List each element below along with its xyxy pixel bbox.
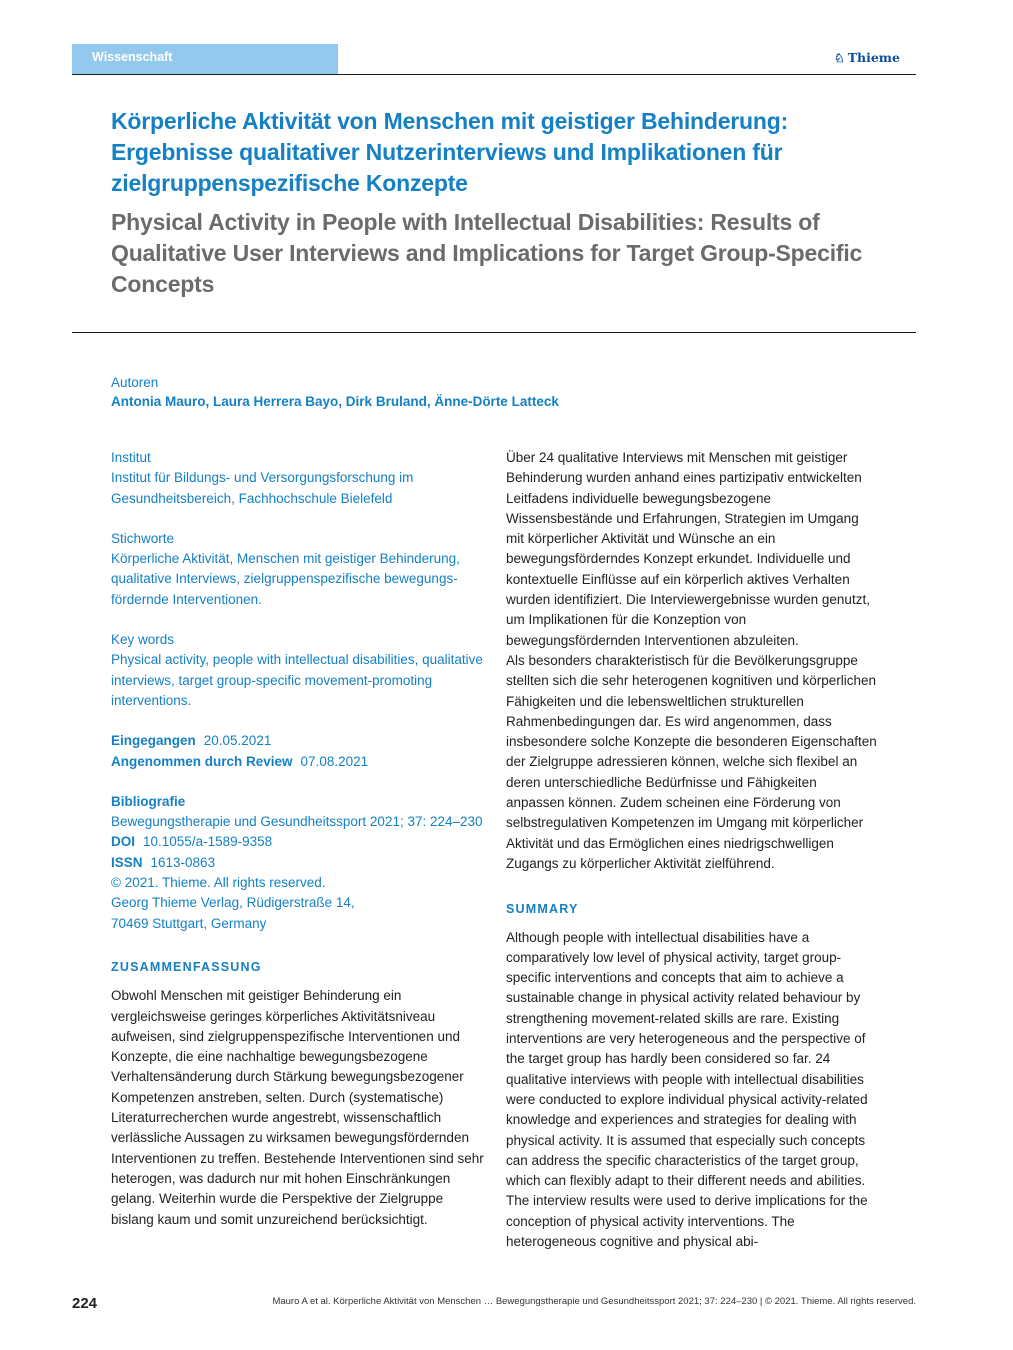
- keywords-text: Physical activity, people with intellectual disabilities, qualitative interviews, target group-specific movement-promoting interventions.: [111, 652, 483, 708]
- summary-heading: SUMMARY: [506, 902, 579, 917]
- address-line-1: Georg Thieme Verlag, Rüdigerstraße 14,: [111, 895, 355, 911]
- footer-citation: Mauro A et al. Körperliche Aktivität von Menschen … Bewegungstherapie und Gesundheitssport 2021; 37: 224–230 | © 2021. Thieme. All rights reserved.: [272, 1296, 916, 1307]
- keywords-label: Key words: [111, 632, 175, 648]
- institut-text: Institut für Bildungs- und Versorgungsforschung im Gesundheitsbereich, Fachhochschule Bielefeld: [111, 470, 414, 506]
- accepted-date: [111, 752, 486, 772]
- header-rule: [72, 74, 916, 75]
- address-line-2: 70469 Stuttgart, Germany: [111, 915, 267, 931]
- metadata-column: [111, 448, 486, 1230]
- stichworte-label: Stichworte: [111, 530, 175, 546]
- accepted-label: Angenommen durch Review: [111, 753, 293, 769]
- abstract-paragraph-2: Als besonders charakteristisch für die Bevölkerungsgruppe stellten sich die sehr heterogenen kognitiven und körperlichen Fähigkeiten und die lebensweltlichen strukturellen Rahmenbedingungen dar. Es wird angenommen, dass insbesondere solche Konzepte die besonderen Eigenschaften der Zielgruppe adressieren können, welche sich flexibel an deren unterschiedliche Bedürfnisse und Fähigkeiten anpassen können. Zudem scheinen eine Förderung von selbstregulativen Kompetenzen im Umgang mit körperlicher Aktivität und das Ermöglichen eines niedrigschwelligen Zugangs zu körperlicher Aktivität zielführend.: [506, 652, 877, 871]
- title-rule: [72, 332, 916, 333]
- issn-value: 1613-0863: [150, 854, 216, 870]
- received-value: 20.05.2021: [203, 733, 272, 749]
- abstract-paragraph-1: Über 24 qualitative Interviews mit Menschen mit geistiger Behinderung wurden anhand eines partizipativ entwickelten Leitfadens individuelle bewegungsbezogene Wissensbestände und Erfahrungen, Strategien im Umgang mit körperlicher Aktivität und Wünsche an ein bewegungsförderndes Konzept erkundet. Individuelle und kontextuelle Einflüsse auf ein körperlich aktives Verhalten wurden identifiziert. Die Interviewergebnisse wurden genutzt, um Implikationen für die Konzeption von bewegungsfördernden Interventionen abzuleiten.: [506, 450, 870, 648]
- accepted-value: 07.08.2021: [300, 753, 369, 769]
- publisher-logo[interactable]: [834, 50, 900, 65]
- authors-names: Antonia Mauro, Laura Herrera Bayo, Dirk Bruland, Änne-Dörte Latteck: [111, 394, 559, 409]
- abstract-column: [506, 448, 878, 1252]
- title-english: Physical Activity in People with Intellectual Disabilities: Results of Qualitative User Interviews and Implications for Target Group-Specific Concepts: [111, 209, 863, 297]
- issn-line: [111, 853, 486, 873]
- page-number: 224: [72, 1295, 98, 1312]
- stichworte-text: Körperliche Aktivität, Menschen mit geistiger Behinderung, qualitative Interviews, zielgruppenspezifische bewegungsfördernde Interventionen.: [111, 551, 460, 607]
- doi-label: DOI: [111, 834, 136, 850]
- section-tag: Wissenschaft: [72, 44, 338, 75]
- summary-text: Although people with intellectual disabilities have a comparatively low level of physical activity, target group-specific interventions and concepts that aim to achieve a sustainable change in physical activity related behaviour by strengthening movement-related skills are rare. Existing interventions are very heterogeneous and the perspective of the target group has hardly been considered so far. 24 qualitative interviews with people with intellectual disabilities were conducted to explore individual physical activity-related knowledge and experiences and strategies for dealing with physical activity. It is assumed that especially such concepts can address the specific characteristics of the target group, which can flexibly adapt to their different needs and abilities. The interview results were used to derive implications for the conception of physical activity interventions. The heterogeneous cognitive and physical abi-: [506, 929, 868, 1249]
- issn-label: ISSN: [111, 854, 143, 870]
- zusammenfassung-text: Obwohl Menschen mit geistiger Behinderung ein vergleichsweise geringes körperliches Aktivitätsniveau aufweisen, sind zielgruppenspezifische Interventionen und Konzepte, die eine nachhaltige bewegungsbezogene Verhaltensänderung durch Stärkung bewegungsbezogener Kompetenzen anstreben, selten. Durch (systematische) Literaturrecherchen wurde angestrebt, wissenschaftlich verlässliche Aussagen zu wirksamen bewegungsfördernden Interventionen zu treffen. Bestehende Interventionen sind sehr heterogen, was dadurch nur mit hohen Einschränkungen gelang. Weiterhin wurde die Perspektive der Zielgruppe bislang kaum und somit unzureichend berücksichtigt.: [111, 988, 484, 1227]
- title-german: Körperliche Aktivität von Menschen mit geistiger Behinderung: Ergebnisse qualitativer Nutzerinterviews und Implikationen für zielgruppenspezifische Konzepte: [111, 108, 789, 196]
- publisher-name: Thieme: [847, 50, 900, 65]
- journal-citation: Bewegungstherapie und Gesundheitssport 2021; 37: 224–230: [111, 814, 483, 830]
- doi-line[interactable]: [111, 832, 486, 852]
- doi-value[interactable]: 10.1055/a-1589-9358: [143, 834, 273, 850]
- received-date: [111, 731, 486, 751]
- zusammenfassung-heading: ZUSAMMENFASSUNG: [111, 959, 262, 974]
- bibliografie-label: Bibliografie: [111, 793, 186, 809]
- received-label: Eingegangen: [111, 733, 196, 749]
- authors-label: Autoren: [111, 375, 159, 390]
- institut-label: Institut: [111, 450, 151, 465]
- copyright: © 2021. Thieme. All rights reserved.: [111, 875, 326, 891]
- thieme-crest-icon: ♘: [833, 51, 845, 65]
